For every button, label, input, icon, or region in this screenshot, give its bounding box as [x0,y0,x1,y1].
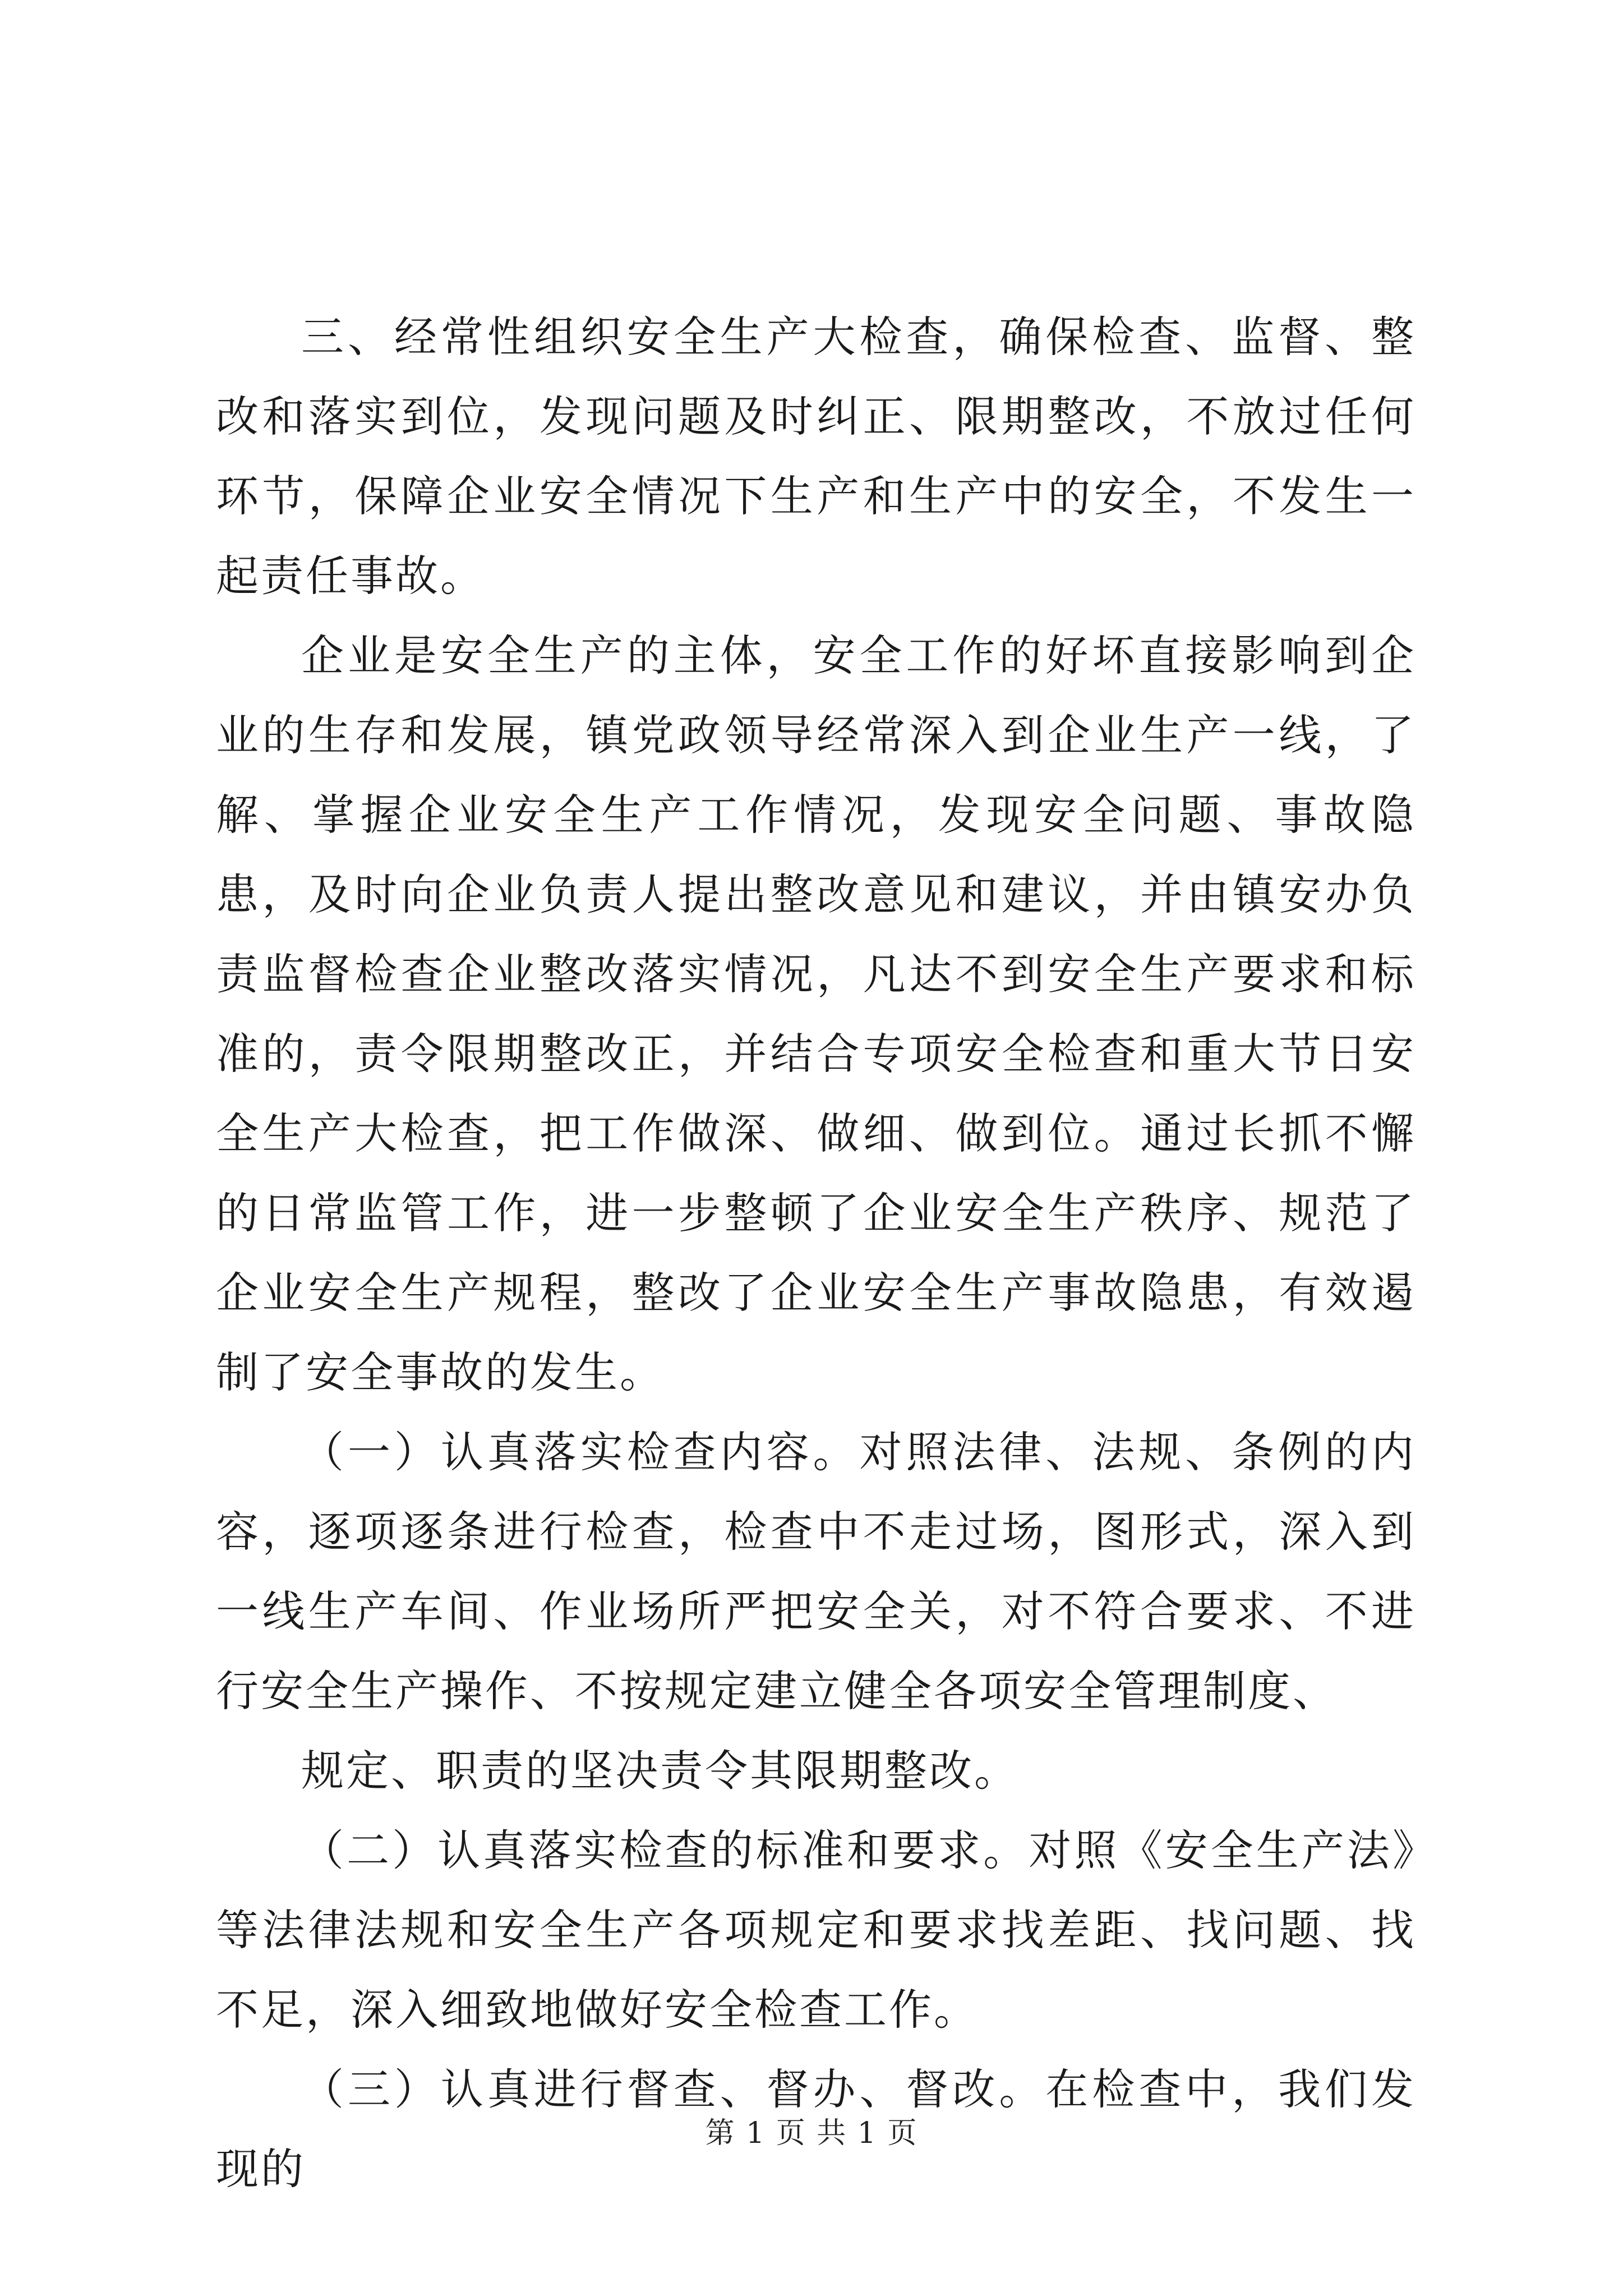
paragraph-enterprise-safety: 企业是安全生产的主体，安全工作的好坏直接影响到企业的生存和发展，镇党政领导经常深入到企业生产一线，了解、掌握企业安全生产工作情况，发现安全问题、事故隐患，及时向企业负责人提出整改意见和建议，并由镇安办负责监督检查企业整改落实情况，凡达不到安全生产要求和标准的，责令限期整改正，并结合专项安全检查和重大节日安全生产大检查，把工作做深、做细、做到位。通过长抓不懈的日常监管工作，进一步整顿了企业安全生产秩序、规范了企业安全生产规程，整改了企业安全生产事故隐患，有效遏制了安全事故的发生。 [216,631,1416,1397]
page-number-footer: 第 1 页 共 1 页 [705,2116,918,2150]
document-body [216,297,1416,2209]
paragraph-item-one: （一）认真落实检查内容。对照法律、法规、条例的内容，逐项逐条进行检查，检查中不走过场，图形式，深入到一线生产车间、作业场所严把安全关，对不符合要求、不进行安全生产操作、不按规定建立健全各项安全管理制度、 [216,1427,1416,1716]
paragraph-item-two: （二）认真落实检查的标准和要求。对照《安全生产法》等法律法规和安全生产各项规定和要求找差距、找问题、找不足，深入细致地做好安全检查工作。 [216,1825,1416,2035]
paragraph-item-one-continued: 规定、职责的坚决责令其限期整改。 [301,1746,1019,1796]
paragraph-item-three: （三）认真进行督查、督办、督改。在检查中，我们发现的 [216,2064,1416,2194]
paragraph-section-three: 三、经常性组织安全生产大检查，确保检查、监督、整改和落实到位，发现问题及时纠正、限期整改，不放过任何环节，保障企业安全情况下生产和生产中的安全，不发生一起责任事故。 [216,312,1416,601]
